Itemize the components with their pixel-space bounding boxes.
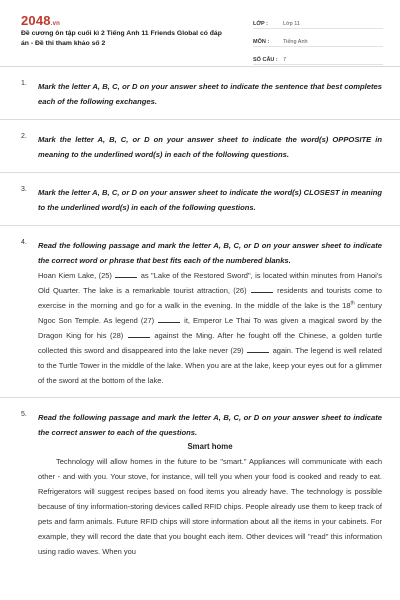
meta-class-value: Lớp 11 bbox=[283, 21, 300, 27]
question-5 bbox=[0, 398, 400, 559]
answer-blank bbox=[247, 352, 269, 353]
document-meta bbox=[253, 14, 383, 68]
document-title: Đề cương ôn tập cuối kì 2 Tiếng Anh 11 Friends Global có đáp án - Đề thi tham khảo số 2 bbox=[21, 30, 222, 47]
answer-blank bbox=[128, 337, 150, 338]
passage-segment: again. The legend is well related to the Turtle Tower in the middle of the lake. When you are at the lake, keep your eyes out for a glimmer of the sword at the bottom of the lake. bbox=[38, 346, 382, 385]
question-instruction: Mark the letter A, B, C, or D on your answer sheet to indicate the word(s) CLOSEST in meaning to the underlined word(s) in each of the following questions. bbox=[38, 188, 382, 212]
question-instruction: Mark the letter A, B, C, or D on your answer sheet to indicate the word(s) OPPOSITE in meaning to the underlined word(s) in each of the following questions. bbox=[38, 135, 382, 159]
passage-title: Smart home bbox=[187, 442, 233, 451]
passage-segment: Hoan Kiem Lake, (25) bbox=[38, 271, 112, 280]
question-instruction: Read the following passage and mark the letter A, B, C, or D on your answer sheet to indicate the correct word or phrase that best fits each of the numbered blanks. bbox=[38, 241, 382, 265]
passage-segment: as "Lake of the Restored Sword", is located within minutes from Hanoi's Old Quarter. The lake is a remarkable tourist attraction, (26) bbox=[38, 271, 382, 295]
meta-subject-label: MÔN : bbox=[253, 39, 270, 45]
passage-segment: century Ngoc Son Temple. As legend (27) bbox=[38, 301, 383, 325]
meta-class-row bbox=[253, 14, 383, 29]
meta-count-label: SỐ CÂU : bbox=[253, 57, 278, 63]
site-logo[interactable] bbox=[21, 13, 60, 28]
meta-class-label: LỚP : bbox=[253, 21, 268, 27]
document-header bbox=[0, 0, 400, 67]
passage-text bbox=[38, 268, 382, 388]
question-1 bbox=[0, 67, 400, 120]
question-number: 2. bbox=[21, 133, 27, 140]
passage-text bbox=[38, 454, 382, 559]
passage-segment: it, Emperor Le Thai To was given a magical sword by the Dragon King for his (28) bbox=[38, 316, 382, 340]
meta-subject-value: Tiếng Anh bbox=[283, 39, 308, 45]
passage-segment: against the Ming. After he fought off the Chinese, a golden turtle collected this sword and disappeared into the lake never (29) bbox=[38, 331, 383, 355]
answer-blank bbox=[158, 322, 180, 323]
question-instruction: Mark the letter A, B, C, or D on your answer sheet to indicate the sentence that best completes each of the following exchanges. bbox=[38, 82, 382, 106]
passage-segment: residents and tourists come to exercise in the morning and go for a walk in the evening. In the middle of the lake is the 18 bbox=[38, 286, 382, 310]
meta-count-row bbox=[253, 50, 383, 65]
ordinal-suffix: th bbox=[350, 300, 355, 307]
answer-blank bbox=[115, 277, 137, 278]
question-number: 3. bbox=[21, 186, 27, 193]
logo-main: 2048 bbox=[21, 13, 51, 28]
question-instruction: Read the following passage and mark the letter A, B, C, or D on your answer sheet to indicate the correct answer to each of the questions. bbox=[38, 413, 382, 437]
logo-sub: .vn bbox=[50, 21, 61, 27]
question-3 bbox=[0, 173, 400, 226]
answer-blank bbox=[251, 292, 273, 293]
question-number: 5. bbox=[21, 411, 27, 418]
meta-subject-row bbox=[253, 32, 383, 47]
question-number: 1. bbox=[21, 80, 27, 87]
meta-count-value: 7 bbox=[283, 57, 287, 63]
question-2 bbox=[0, 120, 400, 173]
passage-body: Technology will allow homes in the future to be "smart." Appliances will communicate with each other - and with you. Your stove, for instance, will tell you when your food is cooked and ready to eat. Refrigerators will suggest recipes based on food items you already have. The technology is possible because of tiny information-storing devices called RFID chips. People already use them to keep track of pets and farm animals. Future RFID chips will store information about all the items in your cabinets. For example, they will record the date that you bought each item. Other devices will "read" this information using radio waves. When you bbox=[38, 457, 382, 556]
question-4 bbox=[0, 226, 400, 398]
question-number: 4. bbox=[21, 239, 27, 246]
